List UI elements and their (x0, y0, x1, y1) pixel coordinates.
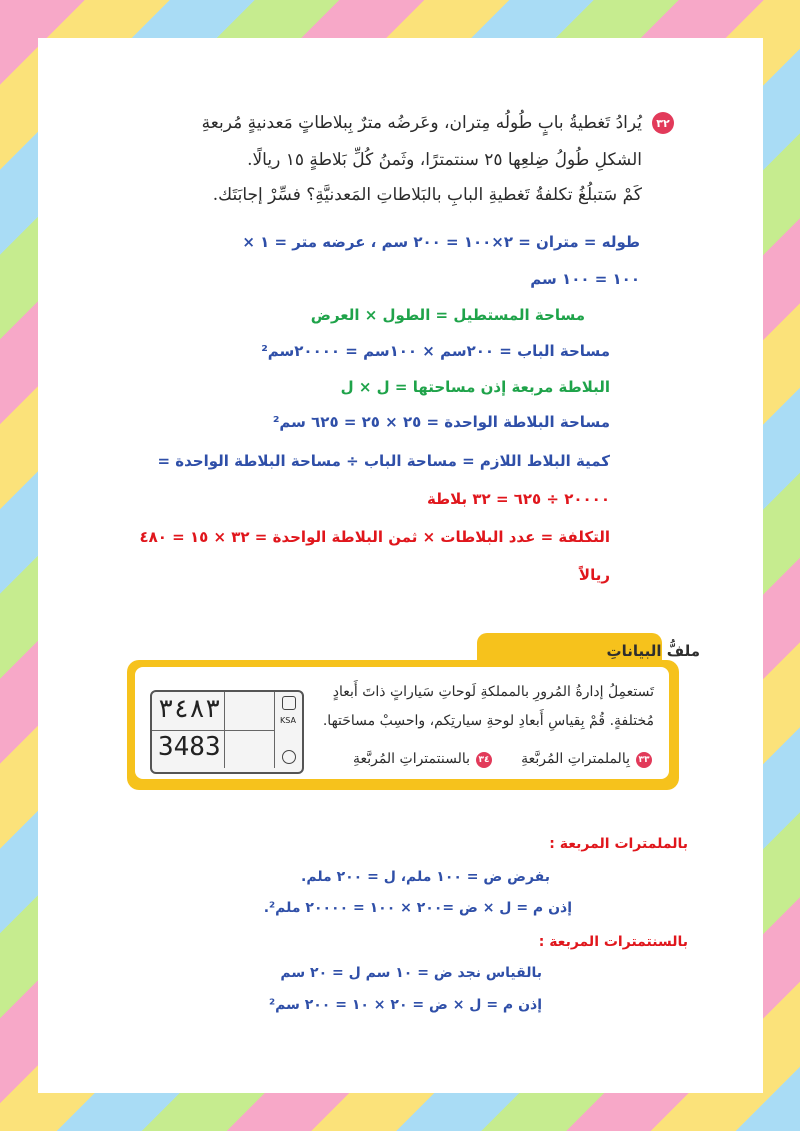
license-plate (150, 690, 304, 774)
item-34-label: بالسنتمتراتِ المُربَّعةِ (352, 751, 470, 767)
solution-line-5: البلاطة مربعة إذن مساحتها = ل × ل (340, 378, 610, 396)
cm-heading: بالسنتمترات المربعة : (538, 934, 688, 950)
question-line-2: الشكلِ طُولُ ضِلعِها ٢٥ سنتمترًا، وثَمنُ كُلِّ بَلاطةٍ ١٥ ريالًا. (247, 150, 642, 170)
mm-line-1: بفرض ض = ١٠٠ ملم، ل = ٢٠٠ ملم. (301, 869, 550, 885)
plate-divider-horizontal (152, 730, 274, 731)
cm-line-1: بالقياس نجد ض = ١٠ سم ل = ٢٠ سم (280, 965, 542, 981)
question-line-1: يُرادُ تَغطيةُ بابٍ طُولُه مِتران، وعَرضُه مترٌ بِبلاطاتٍ مَعدنيةٍ مُربعةِ (201, 113, 642, 133)
solution-line-1: طوله = متران = ٢×١٠٠ = ٢٠٠ سم ، عرضه متر = ١ × (242, 233, 640, 251)
question-number: ٣٢ (652, 112, 674, 134)
badge-icon (282, 750, 296, 764)
solution-line-6: مساحة البلاطة الواحدة = ٢٥ × ٢٥ = ٦٢٥ سم² (272, 413, 610, 431)
solution-line-7: كمية البلاط اللازم = مساحة الباب ÷ مساحة البلاطة الواحدة = (157, 452, 610, 470)
mm-line-2: إذن م = ل × ض =٢٠٠ × ١٠٠ = ٢٠٠٠٠ ملم². (263, 900, 572, 916)
solution-line-2: ١٠٠ = ١٠٠ سم (530, 270, 640, 288)
mm-heading: بالملمترات المربعة : (549, 836, 688, 852)
question-line-3: كَمْ سَتبلُغُ تكلفةُ تَغطيةِ البابِ بالبَلاطاتِ المَعدنيَّةِ؟ فسِّرْ إجابَتَك. (212, 185, 642, 205)
solution-line-8: ٢٠٠٠٠ ÷ ٦٢٥ = ٣٢ بلاطة (426, 490, 610, 508)
plate-latin-number: 3483 (158, 732, 221, 762)
plate-country-code: KSA (280, 716, 296, 725)
item-33-label: بِالملمتراتِ المُربَّعةِ (521, 751, 630, 767)
cm-line-2: إذن م = ل × ض = ٢٠ × ١٠ = ٢٠٠ سم² (268, 997, 542, 1013)
item-34-number: ٣٤ (476, 752, 492, 768)
plate-arabic-number: ٣٤٨٣ (158, 694, 221, 724)
data-file-text-2: مُختلفةٍ. قُمْ بِقياسِ أَبعادِ لوحةِ سيارتِكم، واحسِبْ مساحَتها. (322, 713, 654, 729)
data-file-text-1: تَستعمِلُ إدارةُ المُرورِ بالمملكةِ لَوحاتِ سَياراتٍ ذاتَ أَبعادٍ (332, 684, 654, 700)
emblem-icon (282, 696, 296, 710)
plate-divider-vertical-2 (274, 692, 275, 768)
data-file-title: ملفُّ البياناتِ (606, 642, 700, 660)
solution-line-3: مساحة المستطيل = الطول × العرض (310, 306, 585, 324)
solution-line-10: ريالاً (578, 566, 610, 584)
item-33-number: ٣٣ (636, 752, 652, 768)
solution-line-4: مساحة الباب = ٢٠٠سم × ١٠٠سم = ٢٠٠٠٠سم² (261, 342, 610, 360)
solution-line-9: التكلفة = عدد البلاطات × ثمن البلاطة الواحدة = ٣٢ × ١٥ = ٤٨٠ (139, 528, 610, 546)
